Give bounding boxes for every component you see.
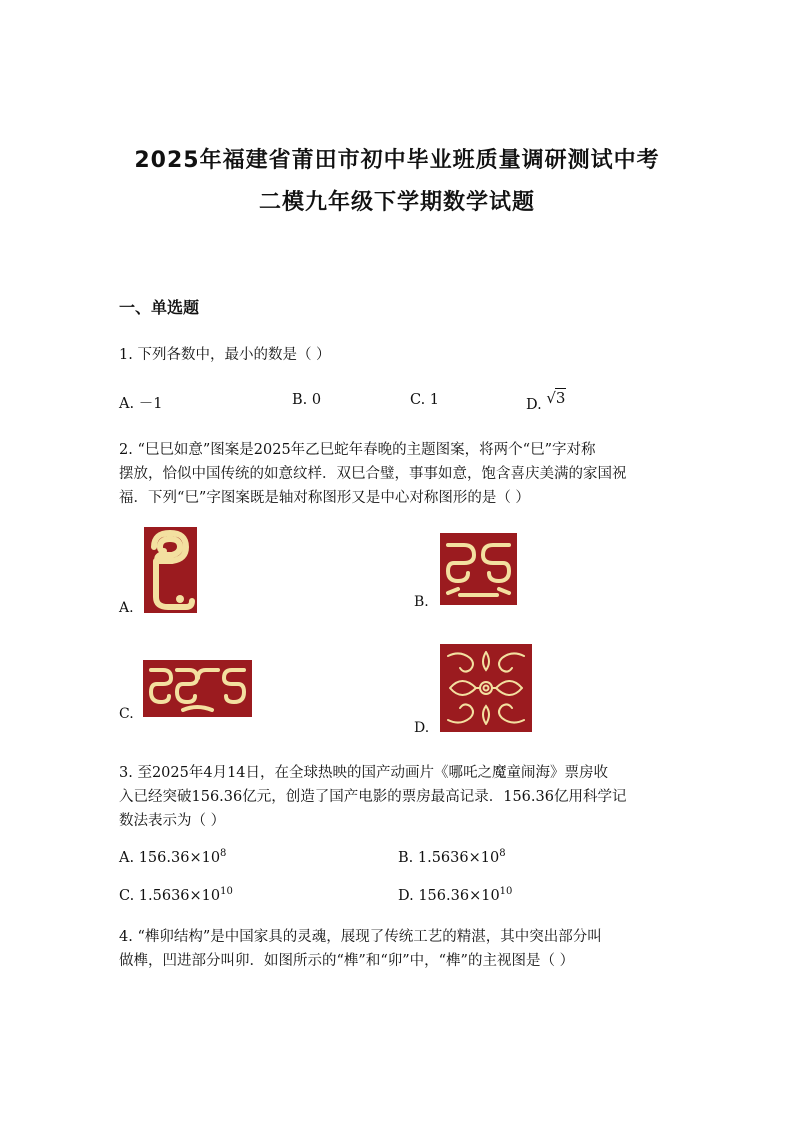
q2-figure-d-pattern [440, 644, 532, 732]
q2-figure-c-pattern [143, 660, 252, 717]
q4-line-1: 4. “榫卯结构”是中国家具的灵魂，展现了传统工艺的精湛，其中突出部分叫 [119, 929, 602, 945]
section-heading-single-choice: 一、单选题 [119, 298, 200, 317]
q3-option-c [119, 886, 233, 904]
q3-option-a-prefix: A. [119, 850, 135, 866]
q1-option-d-radicand: 3 [555, 389, 566, 407]
q1-option-c: C. 1 [410, 392, 440, 408]
q3-option-c-prefix: C. [119, 888, 135, 904]
document-title-line-1: 2025年福建省莆田市初中毕业班质量调研测试中考 [134, 148, 660, 173]
q3-line-1: 3. 至2025年4月14日，在全球热映的国产动画片《哪吒之魔童闹海》票房收 [119, 765, 609, 781]
q3-option-a-exponent: 8 [220, 848, 227, 859]
q3-option-d-exponent: 10 [499, 886, 513, 897]
q2-label-c: C. [119, 706, 134, 722]
q2-figure-a-pattern [144, 527, 197, 613]
q1-option-b: B. 0 [292, 392, 322, 408]
q1-option-d-prefix: D. [526, 397, 542, 413]
q3-option-a-base: 156.36×10 [138, 850, 221, 866]
q3-option-c-exponent: 10 [220, 886, 233, 897]
sqrt-symbol: √3 [546, 389, 566, 407]
q2-label-b: B. [414, 594, 429, 610]
q3-option-b-base: 1.5636×10 [417, 850, 500, 866]
q3-option-d-base: 156.36×10 [418, 888, 500, 904]
q2-label-d: D. [414, 720, 430, 736]
q3-option-b-prefix: B. [398, 850, 414, 866]
q3-option-d [398, 886, 512, 904]
q3-line-3: 数法表示为（ ） [119, 813, 226, 829]
q2-label-a: A. [119, 600, 134, 616]
q3-option-b-exponent: 8 [499, 848, 506, 859]
q3-option-c-base: 1.5636×10 [138, 888, 221, 904]
q1-stem: 1. 下列各数中，最小的数是（ ） [119, 347, 331, 363]
q3-option-d-prefix: D. [398, 888, 414, 904]
q3-option-a [119, 848, 226, 866]
q2-figure-b-pattern [440, 533, 517, 605]
q2-line-2: 摆放，恰似中国传统的如意纹样．双巳合璧，事事如意，饱含喜庆美满的家国祝 [119, 466, 627, 482]
q2-line-3: 福．下列“巳”字图案既是轴对称图形又是中心对称图形的是（ ） [119, 490, 530, 506]
q2-line-1: 2. “巳巳如意”图案是2025年乙巳蛇年春晚的主题图案，将两个“巳”字对称 [119, 442, 596, 458]
document-title-line-2: 二模九年级下学期数学试题 [258, 190, 535, 215]
q4-line-2: 做榫，凹进部分叫卯．如图所示的“榫”和“卯”中，“榫”的主视图是（ ） [119, 953, 575, 969]
q1-option-d [526, 388, 566, 413]
q1-option-a: A. －1 [119, 396, 163, 412]
q3-option-b [398, 848, 506, 866]
q3-line-2: 入已经突破156.36亿元，创造了国产电影的票房最高记录．156.36亿用科学记 [119, 789, 627, 805]
